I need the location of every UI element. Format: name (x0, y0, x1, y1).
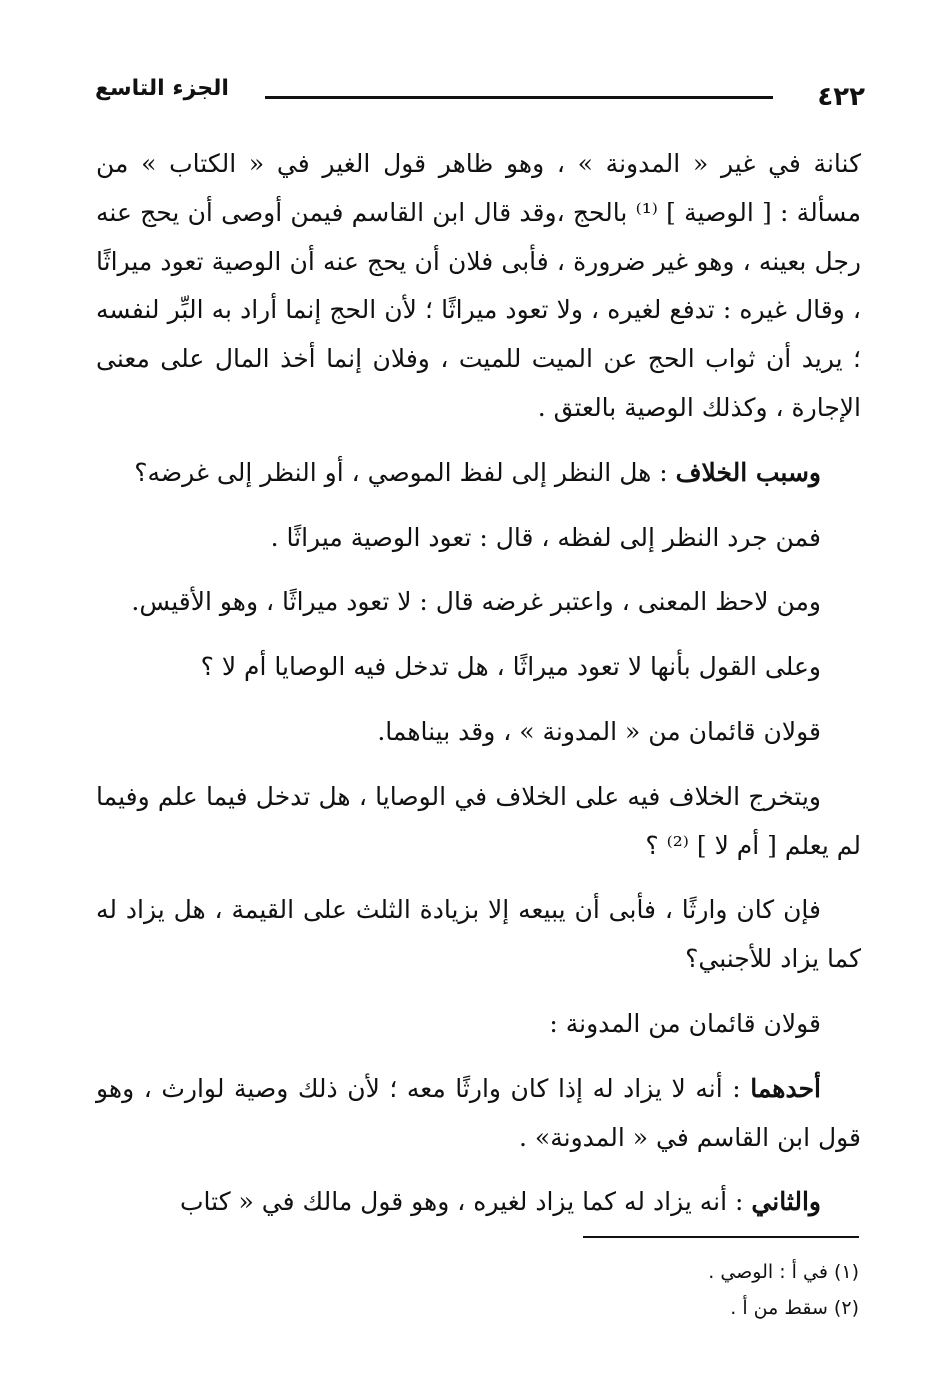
footnote-2: (٢) سقط من أ . (730, 1297, 859, 1319)
paragraph-9 (96, 1000, 861, 1049)
paragraph-2 (96, 449, 861, 498)
paragraph-text: وعلى القول بأنها لا تعود ميراثًا ، هل تدخل فيه الوصايا أم لا ؟ (200, 652, 821, 682)
paragraph-8 (96, 886, 861, 984)
footnote-separator (583, 1236, 859, 1238)
paragraph-1 (96, 140, 861, 433)
paragraph-text: فإن كان وارثًا ، فأبى أن يبيعه إلا بزيادة الثلث على القيمة ، هل يزاد له كما يزاد للأجنبي؟ (96, 895, 861, 974)
paragraph-text: قولان قائمان من المدونة : (549, 1008, 821, 1038)
paragraph-text: ويتخرج الخلاف فيه على الخلاف في الوصايا ، هل تدخل فيما علم وفيما لم يعلم [ أم لا ] ⁽²⁾ ؟ (96, 781, 861, 860)
paragraph-4 (96, 578, 861, 627)
body-text (96, 140, 861, 1227)
volume-title: الجزء التاسع (95, 76, 229, 101)
paragraph-6 (96, 708, 861, 757)
paragraph-3 (96, 514, 861, 563)
paragraph-lead: أحدهما (750, 1073, 821, 1103)
page-header (95, 76, 865, 112)
paragraph-text: : أنه لا يزاد له إذا كان وارثًا معه ؛ لأن ذلك وصية لوارث ، وهو قول ابن القاسم في « المدونة» . (96, 1073, 861, 1152)
paragraph-lead: والثاني (751, 1187, 821, 1217)
paragraph-10 (96, 1065, 861, 1163)
footnotes (359, 1254, 859, 1326)
paragraph-text: قولان قائمان من « المدونة » ، وقد بيناهما. (377, 716, 821, 746)
header-rule (265, 96, 773, 99)
paragraph-text: كنانة في غير « المدونة » ، وهو ظاهر قول الغير في « الكتاب » من مسألة : [ الوصية ] ⁽¹⁾ بالحج ،وقد قال ابن القاسم فيمن أوصى أن يحج عنه رجل بعينه ، وهو غير ضرورة ، فأبى فلان أن يحج عنه أن الوصية تعود ميراثًا ، وقال غيره : تدفع لغيره ، ولا تعود ميراثًا ؛ لأن الحج إنما أراد به البِّر لنفسه ؛ يريد أن ثواب الحج عن الميت للميت ، وفلان إنما أخذ المال على معنى الإجارة ، وكذلك الوصية بالعتق . (96, 149, 861, 422)
paragraph-11 (96, 1178, 861, 1227)
paragraph-5 (96, 643, 861, 692)
footnote-1: (١) في أ : الوصي . (708, 1261, 859, 1283)
paragraph-text: ومن لاحظ المعنى ، واعتبر غرضه قال : لا تعود ميراثًا ، وهو الأقيس. (131, 587, 821, 617)
page-number: ٤٢٢ (817, 82, 865, 112)
paragraph-text: : هل النظر إلى لفظ الموصي ، أو النظر إلى غرضه؟ (134, 457, 676, 487)
paragraph-7 (96, 773, 861, 871)
paragraph-lead: وسبب الخلاف (675, 457, 821, 487)
paragraph-text: فمن جرد النظر إلى لفظه ، قال : تعود الوصية ميراثًا . (270, 522, 821, 552)
paragraph-text: : أنه يزاد له كما يزاد لغيره ، وهو قول مالك في « كتاب (180, 1187, 752, 1217)
